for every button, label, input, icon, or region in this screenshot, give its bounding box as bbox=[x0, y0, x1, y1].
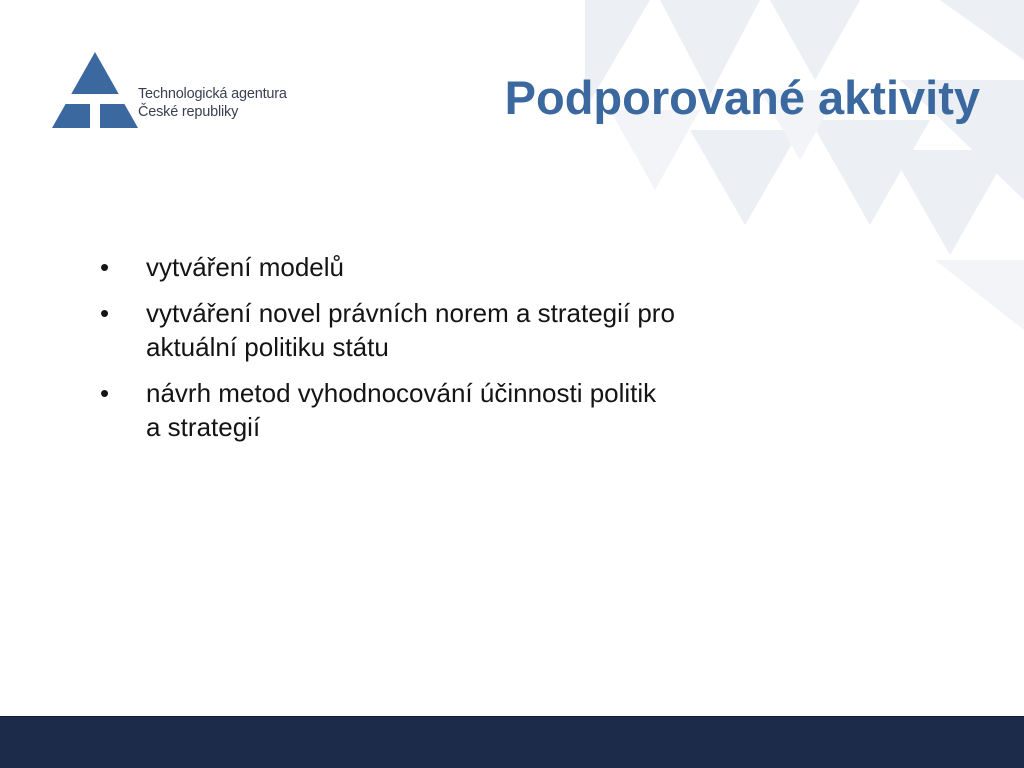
bullet-list bbox=[100, 250, 860, 456]
footer-bar bbox=[0, 716, 1024, 768]
logo-text-line-2: České republiky bbox=[138, 104, 239, 120]
organization-logo bbox=[52, 52, 332, 132]
triangle-t-logo-icon bbox=[52, 52, 138, 128]
bullet-item bbox=[100, 376, 860, 444]
logo-text bbox=[138, 85, 287, 121]
bullet-item bbox=[100, 250, 860, 284]
bullet-text-line: aktuální politiku státu bbox=[146, 332, 389, 362]
bullet-icon: • bbox=[100, 298, 110, 328]
bullet-text-line: návrh metod vyhodnocování účinnosti politik bbox=[146, 378, 657, 408]
logo-text-line-1: Technologická agentura bbox=[138, 86, 287, 102]
bullet-item bbox=[100, 296, 860, 364]
bullet-icon: • bbox=[100, 252, 110, 282]
bullet-icon: • bbox=[100, 378, 110, 408]
bullet-text-line: vytváření novel právních norem a strategií pro bbox=[146, 298, 675, 328]
bullet-text-line: a strategií bbox=[146, 412, 261, 442]
bullet-text-line: vytváření modelů bbox=[146, 252, 344, 282]
slide-title: Podporované aktivity bbox=[504, 71, 980, 124]
